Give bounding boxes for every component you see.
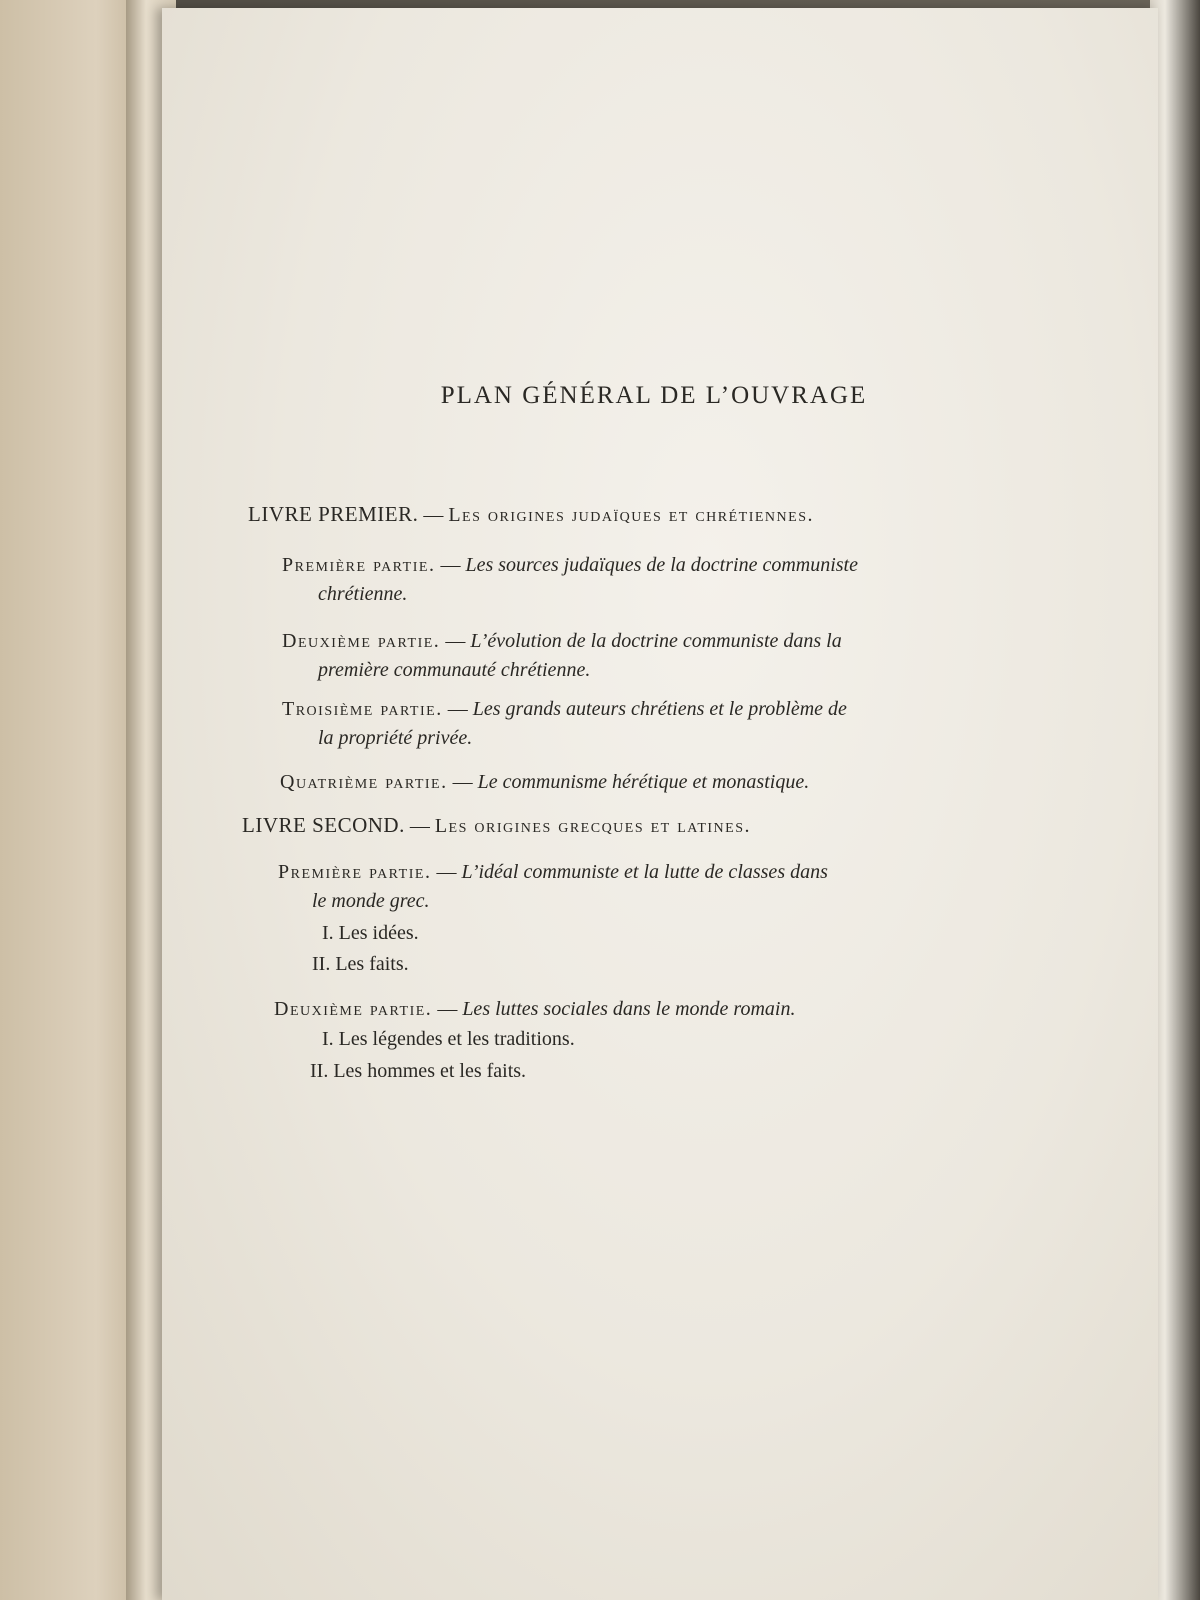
lp-partie-2-line2: première communauté chrétienne. — [318, 659, 591, 681]
lp-partie-3-line2: la propriété privée. — [318, 727, 473, 749]
livre-second-heading — [242, 813, 751, 838]
lp-partie-4-text: Le communisme hérétique et monastique. — [477, 771, 810, 793]
lp-partie-3-label: Troisième partie. — [282, 698, 443, 720]
lp-partie-4-line1 — [280, 771, 809, 794]
ls-partie-1-dash: — — [436, 861, 457, 883]
ls-partie-2-section-2: II. Les hommes et les faits. — [310, 1060, 527, 1082]
lp-partie-2-label: Deuxième partie. — [282, 630, 441, 652]
ls-partie-1-section-2: II. Les faits. — [312, 953, 409, 975]
ls-partie-1-section-1: I. Les idées. — [322, 922, 419, 944]
lp-partie-2-line1 — [282, 630, 842, 653]
ls-partie-2-line1 — [274, 998, 795, 1021]
ls-partie-1-line2: le monde grec. — [312, 890, 430, 912]
book-page — [162, 8, 1158, 1600]
lp-partie-1-label: Première partie. — [282, 554, 436, 576]
lp-partie-1-dash: — — [440, 554, 461, 576]
ls-partie-1-line1 — [278, 861, 828, 884]
livre-premier-label: LIVRE PREMIER. — [248, 502, 419, 526]
lp-partie-2-dash: — — [445, 630, 466, 652]
page-title: PLAN GÉNÉRAL DE L’OUVRAGE — [440, 382, 868, 409]
lp-partie-4-label: Quatrième partie. — [280, 771, 448, 793]
ls-partie-1-label: Première partie. — [278, 861, 432, 883]
livre-premier-dash: — — [423, 504, 444, 526]
lp-partie-1-line2: chrétienne. — [318, 583, 408, 605]
ls-partie-2-section-1: I. Les légendes et les traditions. — [322, 1028, 575, 1050]
lp-partie-4-dash: — — [452, 771, 473, 793]
lp-partie-3-dash: — — [447, 698, 468, 720]
lp-partie-3-text: Les grands auteurs chrétiens et le problème de — [472, 698, 847, 720]
livre-second-dash: — — [409, 815, 430, 837]
ls-partie-2-label: Deuxième partie. — [274, 998, 433, 1020]
ls-partie-2-dash: — — [437, 998, 458, 1020]
livre-second-label: LIVRE SECOND. — [242, 813, 405, 837]
ls-partie-1-text: L’idéal communiste et la lutte de classes dans — [461, 861, 828, 883]
lp-partie-2-text: L’évolution de la doctrine communiste dans la — [470, 630, 842, 652]
livre-premier-subtitle: Les origines judaïques et chrétiennes. — [448, 504, 814, 526]
livre-premier-heading — [248, 502, 814, 527]
livre-second-subtitle: Les origines grecques et latines. — [434, 815, 752, 837]
lp-partie-1-line1 — [282, 554, 858, 577]
ls-partie-2-text: Les luttes sociales dans le monde romain. — [462, 998, 796, 1020]
lp-partie-3-line1 — [282, 698, 847, 721]
lp-partie-1-text: Les sources judaïques de la doctrine communiste — [465, 554, 858, 576]
